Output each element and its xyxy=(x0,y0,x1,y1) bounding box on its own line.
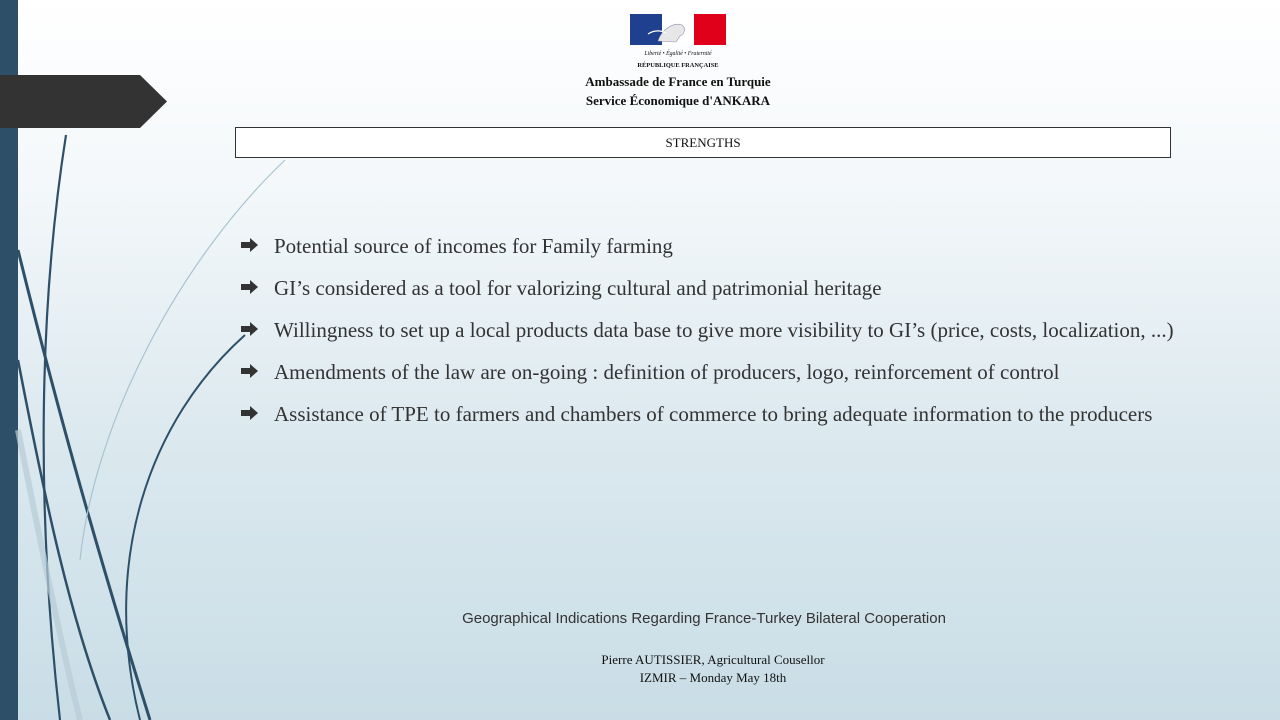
embassy-line: Ambassade de France en Turquie xyxy=(585,74,771,89)
bullet-item xyxy=(240,400,1200,428)
arrow-right-icon xyxy=(240,322,259,336)
arrow-right-icon xyxy=(240,364,259,378)
title-tab-shape xyxy=(0,75,167,128)
service-line: Service Économique d'ANKARA xyxy=(585,93,771,108)
bullet-item xyxy=(240,274,1200,302)
bullet-text: Potential source of incomes for Family farming xyxy=(274,234,673,258)
bullet-item xyxy=(240,358,1200,386)
bullet-text: GI’s considered as a tool for valorizing cultural and patrimonial heritage xyxy=(274,276,882,300)
marianne-logo xyxy=(630,14,726,72)
bullet-item xyxy=(240,232,1200,260)
arrow-right-icon xyxy=(240,238,259,252)
footer-author: Pierre AUTISSIER, Agricultural Cousellor xyxy=(601,652,825,667)
bullet-text: Assistance of TPE to farmers and chambers of commerce to bring adequate information to the producers xyxy=(274,402,1153,426)
slide-title: STRENGTHS xyxy=(235,127,1171,158)
arrow-right-icon xyxy=(240,406,259,420)
arrow-right-icon xyxy=(240,280,259,294)
footer-event: IZMIR – Monday May 18th xyxy=(639,670,787,685)
header xyxy=(480,14,876,110)
footer-title: Geographical Indications Regarding France-Turkey Bilateral Cooperation xyxy=(462,610,946,627)
bullet-text: Willingness to set up a local products data base to give more visibility to GI’s (price, costs, localization, ...) xyxy=(274,318,1174,342)
bullet-list xyxy=(240,232,1200,442)
logo-republique: RÉPUBLIQUE FRANÇAISE xyxy=(637,62,719,69)
logo-motto: Liberté • Égalité • Fraternité xyxy=(644,51,712,57)
footer-credits xyxy=(480,651,946,687)
bullet-text: Amendments of the law are on-going : definition of producers, logo, reinforcement of control xyxy=(274,360,1060,384)
bullet-item xyxy=(240,316,1200,344)
